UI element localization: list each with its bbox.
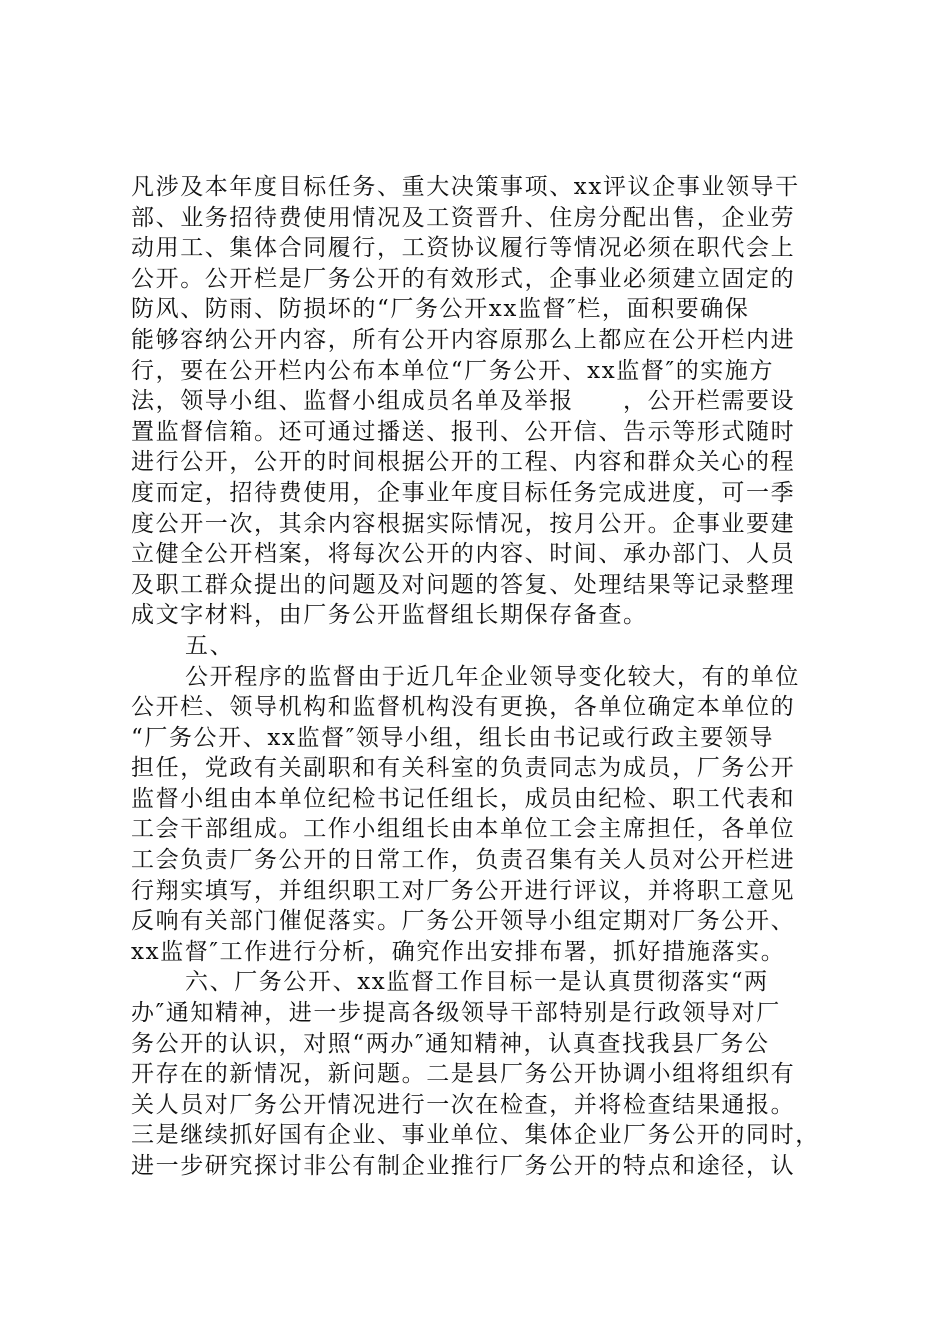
text-line: “厂务公开、xx监督″领导小组，组长由书记或行政主要领导 [131, 724, 775, 751]
text-line: xx监督″工作进行分析，确究作出安排布署，抓好措施落实。 [131, 938, 786, 965]
text-line: 担任，党政有关副职和有关科室的负责同志为成员，厂务公开 [131, 755, 796, 782]
text-line: 度而定，招待费使用，企事业年度目标任务完成进度，可一季 [131, 479, 796, 506]
text-line: 度公开一次，其余内容根据实际情况，按月公开。企事业要建 [131, 510, 796, 537]
text-line: 工会干部组成。工作小组组长由本单位工会主席担任，各单位 [131, 816, 796, 843]
text-line: 法，领导小组、监督小组成员名单及举报 ，公开栏需要设 [131, 388, 796, 415]
text-line: 公开栏、领导机构和监督机构没有更换，各单位确定本单位的 [131, 694, 796, 721]
text-line: 成文字材料，由厂务公开监督组长期保存备查。 [131, 602, 648, 629]
text-line: 开存在的新情况，新问题。二是县厂务公开协调小组将组织有 [131, 1061, 796, 1088]
text-line: 六、厂务公开、xx监督工作目标一是认真贯彻落实“两 [185, 969, 769, 996]
text-line: 部、业务招待费使用情况及工资晋升、住房分配出售，企业劳 [131, 204, 796, 231]
text-line: 进行公开，公开的时间根据公开的工程、内容和群众关心的程 [131, 449, 796, 476]
text-line: 公开。公开栏是厂务公开的有效形式，企事业必须建立固定的 [131, 265, 796, 292]
text-line: 办″通知精神，进一步提高各级领导干部特别是行政领导对厂 [131, 1000, 781, 1027]
text-line: 置监督信箱。还可通过播送、报刊、公开信、告示等形式随时 [131, 418, 796, 445]
document-body [131, 172, 837, 1182]
text-line: 关人员对厂务公开情况进行一次在检查，并将检查结果通报。 [131, 1091, 796, 1118]
text-line: 三是继续抓好国有企业、事业单位、集体企业厂务公开的同时， [131, 1122, 820, 1149]
text-line: 能够容纳公开内容，所有公开内容原那么上都应在公开栏内进 [131, 326, 796, 353]
text-line: 公开程序的监督由于近几年企业领导变化较大，有的单位 [185, 663, 800, 690]
text-line: 动用工、集体合同履行，工资协议履行等情况必须在职代会上 [131, 235, 796, 262]
text-line: 行翔实填写，并组织职工对厂务公开进行评议，并将职工意见 [131, 877, 796, 904]
text-line: 及职工群众提出的问题及对问题的答复、处理结果等记录整理 [131, 571, 796, 598]
text-line: 进一步研究探讨非公有制企业推行厂务公开的特点和途径，认 [131, 1153, 796, 1179]
text-line: 监督小组由本单位纪检书记任组长，成员由纪检、职工代表和 [131, 785, 796, 812]
text-line: 工会负责厂务公开的日常工作，负责召集有关人员对公开栏进 [131, 847, 796, 874]
text-line: 五、 [185, 632, 235, 659]
text-line: 防风、防雨、防损坏的“厂务公开xx监督″栏，面积要确保 [131, 296, 750, 323]
text-line: 立健全公开档案，将每次公开的内容、时间、承办部门、人员 [131, 541, 796, 568]
text-line: 反响有关部门催促落实。厂务公开领导小组定期对厂务公开、 [131, 908, 796, 935]
text-line: 行，要在公开栏内公布本单位“厂务公开、xx监督″的实施方 [131, 357, 775, 384]
text-line: 凡涉及本年度目标任务、重大决策事项、xx评议企事业领导干 [131, 174, 800, 200]
text-line: 务公开的认识，对照“两办″通知精神，认真查找我县厂务公 [131, 1030, 770, 1057]
